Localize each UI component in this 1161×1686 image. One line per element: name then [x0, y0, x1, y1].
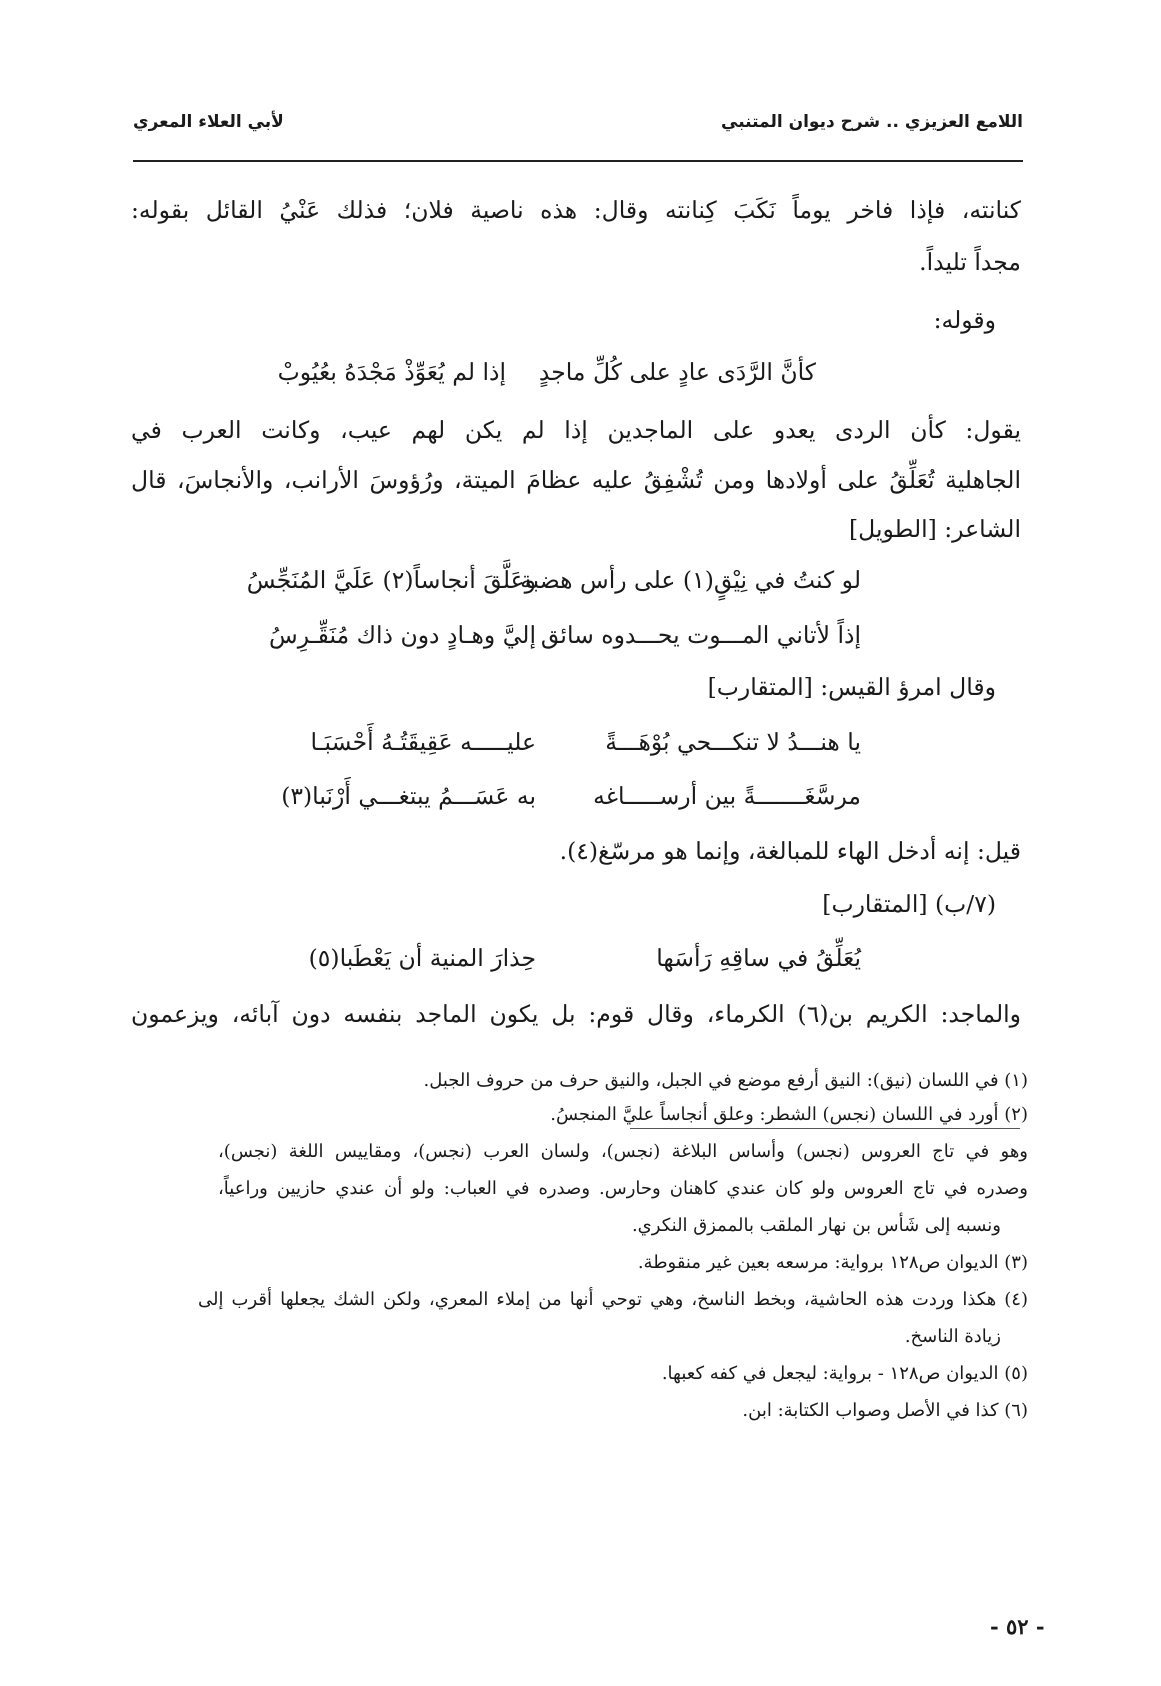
body-line: مجداً تليداً.: [919, 248, 1021, 276]
verse-hemistich-right: مرسَّغَـــــــةً بين أرســـــاغه: [593, 782, 861, 810]
body-line: والماجد: الكريم بن(٦) الكرماء، وقال قوم: بل يكون الماجد بنفسه دون آبائه، ويزعمون: [131, 1000, 1022, 1028]
verse-hemistich-right: كأنَّ الرَّدَى عادٍ على كُلِّ ماجدٍ: [538, 358, 816, 386]
verse-hemistich-right: إذاً لأتاني المـــوت يحـــدوه سائق: [540, 621, 861, 649]
verse-hemistich-left: وعَلَّقَ أنجاساً(٢) عَلَيَّ المُنَجِّسُ: [246, 566, 536, 594]
verse-hemistich-left: عليـــــه عَقِيقَتُـهُ أَحْسَبَـا: [310, 728, 536, 756]
footnote: (١) في اللسان (نيق): النيق أرفع موضع في الجبل، والنيق حرف من حروف الجبل.: [423, 1070, 1028, 1091]
page-number: - ٥٢ -: [990, 1614, 1045, 1639]
footnote-continuation: وهو في تاج العروس (نجس) وأساس البلاغة (نجس)، ولسان العرب (نجس)، ومقاييس اللغة (نجس)،: [218, 1141, 1028, 1162]
verse-hemistich-right: لو كنتُ في نِيْقٍ(١) على رأس هضبة: [520, 566, 861, 594]
verse-hemistich-left: به عَسَـــمُ يبتغـــي أَرْنَبا(٣): [281, 782, 536, 810]
body-line: يقول: كأن الردى يعدو على الماجدين إذا لم يكن لهم عيب، وكانت العرب في: [131, 416, 1021, 444]
footnote: (٥) الديوان ص١٢٨ - برواية: ليجعل في كفه كعبها.: [661, 1363, 1028, 1384]
verse-hemistich-right: يا هنـــدُ لا تنكـــحي بُوْهَـــةً: [605, 728, 861, 756]
verse-hemistich-left: إذا لم يُعَوِّذْ مَجْدَهُ بعُيُوبْ: [277, 358, 506, 386]
running-header-title: اللامع العزيزي .. شرح ديوان المتنبي: [721, 112, 1023, 132]
footnote-continuation: زيادة الناسخ.: [904, 1326, 1001, 1347]
body-line: الجاهلية تُعَلِّقُ على أولادها ومن تُشْفِقُ عليه عظامَ الميتة، ورُؤوسَ الأرانب، والأنجاسَ، قال: [131, 466, 1021, 494]
footnote-continuation: ونسبه إلى شَأس بن نهار الملقب بالممزق النكري.: [631, 1215, 1001, 1236]
verse-intro: (٧/ب) [المتقارب]: [822, 890, 996, 918]
footnote: (٢) أورد في اللسان (نجس) الشطر: وعلق أنجاساً عليَّ المنجسُ.: [550, 1104, 1028, 1125]
footnote-rule: [630, 1128, 1020, 1129]
verse-intro: وقال امرؤ القيس: [المتقارب]: [707, 673, 996, 701]
verse-intro: وقوله:: [933, 306, 996, 334]
body-line: كنانته، فإذا فاخر يوماً نَكَبَ كِنانته وقال: هذه ناصية فلان؛ فذلك عَنْيُ القائل بقوله:: [131, 196, 1021, 224]
footnote: (٤) هكذا وردت هذه الحاشية، وبخط الناسخ، وهي توحي أنها من إملاء المعري، ولكن الشك يجعلها أقرب إلى: [198, 1289, 1028, 1310]
header-rule: [133, 160, 1023, 162]
body-line: الشاعر: [الطويل]: [849, 515, 1021, 543]
verse-hemistich-left: إليَّ وهـادٍ دون ذاك مُنَقِّـرِسُ: [269, 621, 536, 649]
running-header-author: لأبي العلاء المعري: [133, 112, 284, 132]
verse-hemistich-left: حِذارَ المنية أن يَعْطَبا(٥): [308, 944, 536, 972]
footnote-continuation: وصدره في تاج العروس ولو كان عندي كاهنان وحارس. وصدره في العباب: ولو أن عندي حازيين وراعياً،: [218, 1178, 1028, 1199]
verse-hemistich-right: يُعَلِّقُ في ساقِهِ رَأسَها: [656, 944, 861, 972]
footnote: (٣) الديوان ص١٢٨ برواية: مرسعه بعين غير منقوطة.: [637, 1252, 1028, 1273]
body-line: قيل: إنه أدخل الهاء للمبالغة، وإنما هو مرسّغ(٤).: [559, 837, 1021, 865]
footnote: (٦) كذا في الأصل وصواب الكتابة: ابن.: [742, 1400, 1028, 1421]
